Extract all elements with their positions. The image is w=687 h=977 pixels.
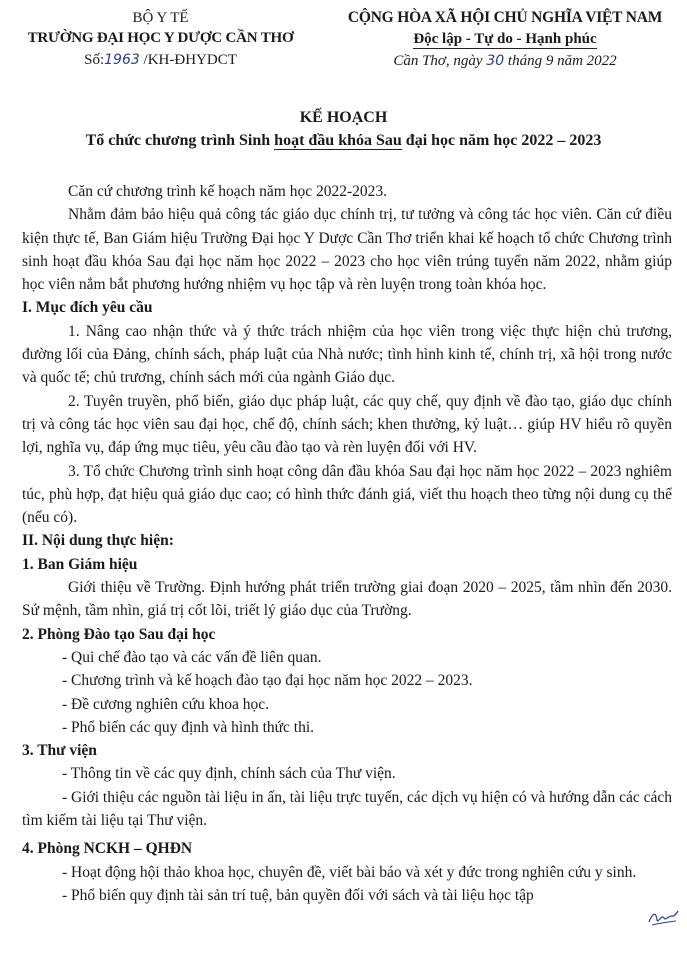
list-item: - Qui chế đào tạo và các vấn đề liên quan. bbox=[62, 648, 322, 666]
paragraph: Giới thiệu về Trường. Định hướng phát triển trường giai đoạn 2020 – 2025, tầm nhìn đến 2030. Sứ mệnh, tầm nhìn, giá trị cốt lõi, triết lý giáo dục của Trường. bbox=[22, 579, 672, 620]
list-item: - Chương trình và kế hoạch đào tạo đại học năm học 2022 – 2023. bbox=[62, 672, 473, 690]
section-heading: II. Nội dung thực hiện: bbox=[22, 532, 174, 550]
motto bbox=[330, 28, 680, 50]
title-main: KẾ HOẠCH bbox=[299, 109, 388, 126]
document-body bbox=[22, 180, 672, 907]
subsection-heading: 4. Phòng NCKH – QHĐN bbox=[22, 840, 193, 858]
doc-no-value: 1963 bbox=[104, 52, 140, 68]
list-item: - Đề cương nghiên cứu khoa học. bbox=[62, 695, 270, 713]
title-sub bbox=[0, 130, 687, 152]
subsection-heading: 2. Phòng Đào tạo Sau đại học bbox=[22, 625, 216, 643]
list-item: - Phổ biến quy định tài sản trí tuệ, bản quyền đối với sách và tài liệu học tập bbox=[62, 886, 534, 904]
motto-text: Độc lập - Tự do - Hạnh phúc bbox=[413, 31, 597, 47]
list-item: - Hoạt động hội thảo khoa học, chuyên đề, viết bài báo và xét y đức trong nghiên cứu y sinh. bbox=[62, 863, 637, 881]
list-item: - Phổ biến các quy định và hình thức thi. bbox=[62, 718, 315, 736]
date-day: 30 bbox=[486, 53, 505, 69]
ministry-name: BỘ Y TẾ bbox=[132, 10, 189, 26]
school-name: TRƯỜNG ĐẠI HỌC Y DƯỢC CẦN THƠ bbox=[27, 30, 294, 46]
intro-paragraph: Nhằm đảm bảo hiệu quả công tác giáo dục chính trị, tư tưởng và công tác học viên. Căn cứ điều kiện thực tế, Ban Giám hiệu Trường Đại học Y Dược Cần Thơ triển khai kế hoạch tổ chức Chương trình sinh hoạt đầu khóa Sau đại học năm học 2022 – 2023 cho học viên trúng tuyển năm 2022, nhằm giúp học viên nắm bắt phương hướng nhiệm vụ học tập và rèn luyện trong toàn khóa học. bbox=[22, 206, 672, 294]
date-prefix: Cần Thơ, ngày bbox=[393, 53, 483, 69]
list-item: 3. Tổ chức Chương trình sinh hoạt công dân đầu khóa Sau đại học năm học 2022 – 2023 nghiêm túc, phù hợp, đạt hiệu quả giáo dục cao; có hình thức đánh giá, viết thu hoạch theo từng nội dung cụ thể (nếu có). bbox=[22, 462, 672, 527]
date-suffix: tháng 9 năm 2022 bbox=[507, 53, 617, 69]
initials-signature-icon bbox=[646, 906, 680, 928]
doc-no-suffix: /KH-ĐHYDCT bbox=[143, 52, 237, 68]
intro-paragraph: Căn cứ chương trình kế hoạch năm học 2022-2023. bbox=[68, 183, 387, 200]
doc-no-prefix: Số: bbox=[84, 52, 105, 68]
header-left bbox=[8, 8, 313, 72]
title-sub-underlined: hoạt đầu khóa Sau bbox=[274, 132, 402, 149]
document-number bbox=[8, 48, 313, 72]
document-date bbox=[330, 50, 680, 72]
section-heading: I. Mục đích yêu cầu bbox=[22, 299, 153, 317]
subsection-heading: 1. Ban Giám hiệu bbox=[22, 555, 138, 573]
subsection-heading: 3. Thư viện bbox=[22, 742, 97, 760]
document-title bbox=[0, 106, 687, 152]
list-item: - Giới thiệu các nguồn tài liệu in ấn, tài liệu trực tuyến, các dịch vụ hiện có và hướng dẫn các cách tìm kiếm tài liệu tại Thư viện. bbox=[22, 788, 672, 830]
list-item: 2. Tuyên truyền, phổ biến, giáo dục pháp luật, các quy chế, quy định về đào tạo, giáo dục chính trị và công tác học viên sau đại học, chế độ, chính sách; khen thưởng, kỷ luật… giúp HV hiểu rõ quyền lợi, nghĩa vụ, đáp ứng mục tiêu, yêu cầu đào tạo và rèn luyện đối với HV. bbox=[22, 392, 672, 457]
list-item: - Thông tin về các quy định, chính sách của Thư viện. bbox=[62, 765, 396, 783]
list-item: 1. Nâng cao nhận thức và ý thức trách nhiệm của học viên trong việc thực hiện chủ trương, đường lối của Đảng, chính sách, pháp luật của Nhà nước; tình hình kinh tế, chính trị, xã hội trong nước và quốc tế; chủ trương, chính sách mới của ngành Giáo dục. bbox=[22, 322, 672, 387]
title-sub-after: đại học năm học 2022 – 2023 bbox=[405, 132, 602, 149]
nation-name: CỘNG HÒA XÃ HỘI CHỦ NGHĨA VIỆT NAM bbox=[347, 9, 663, 26]
title-sub-before: Tổ chức chương trình Sinh bbox=[85, 132, 271, 149]
header-right bbox=[330, 8, 680, 72]
